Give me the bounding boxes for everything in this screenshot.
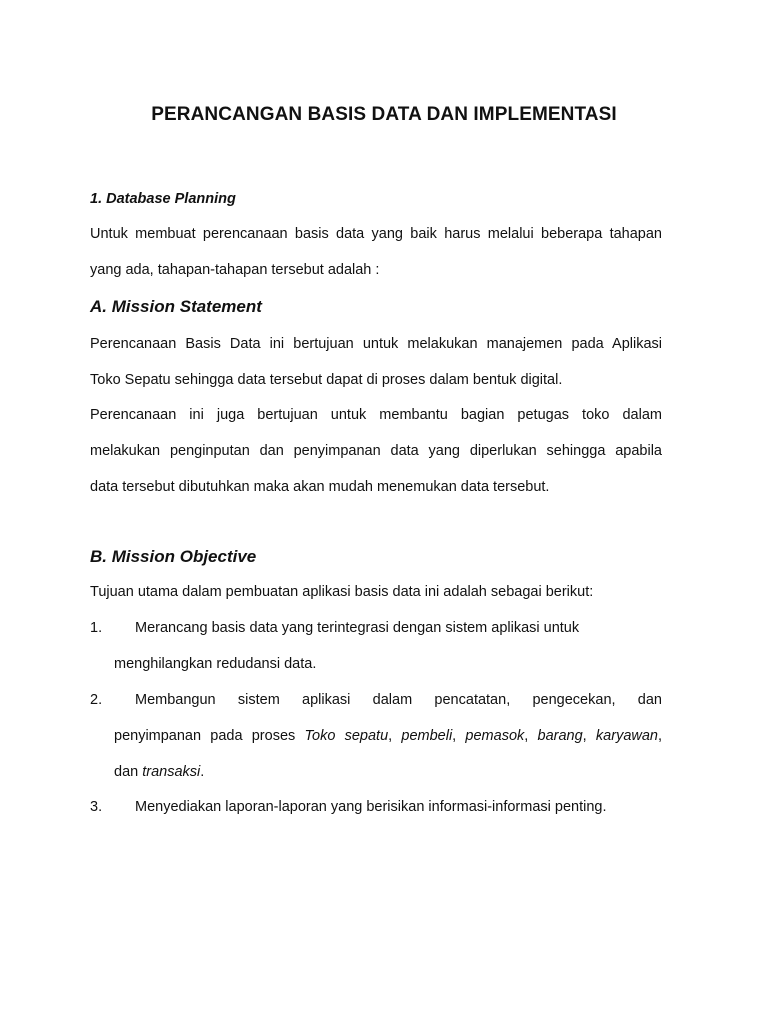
section-heading-mission-objective: B. Mission Objective: [90, 547, 257, 566]
process-term: karyawan: [595, 728, 658, 744]
list-item-text: Membangun sistem aplikasi dalam pencatatan, pengecekan, dan: [135, 692, 662, 708]
process-term: Toko sepatu: [304, 728, 389, 744]
paragraph-line: Tujuan utama dalam pembuatan aplikasi basis data ini adalah sebagai berikut:: [90, 584, 594, 600]
list-item-text-suffix: .: [200, 764, 205, 780]
objective-list-item: [90, 789, 662, 825]
intro-line: Untuk membuat perencanaan basis data yang baik harus melalui beberapa tahapan: [90, 226, 662, 242]
paragraph-line: data tersebut dibutuhkan maka akan mudah menemukan data tersebut.: [90, 479, 550, 495]
mission-statement-paragraph-2: [90, 397, 662, 505]
paragraph-line: Perencanaan ini juga bertujuan untuk membantu bagian petugas toko dalam: [90, 407, 662, 423]
section-heading-mission-statement: A. Mission Statement: [90, 297, 262, 316]
paragraph-line: Perencanaan Basis Data ini bertujuan untuk melakukan manajemen pada Aplikasi: [90, 336, 662, 352]
page-title: PERANCANGAN BASIS DATA DAN IMPLEMENTASI: [151, 104, 617, 125]
list-item-text: Merancang basis data yang terintegrasi dengan sistem aplikasi untuk: [135, 620, 580, 636]
mission-objective-intro: [90, 574, 662, 610]
list-item-text: menghilangkan redudansi data.: [114, 656, 317, 672]
objective-list-item: [90, 682, 662, 790]
process-term: pembeli: [401, 728, 453, 744]
process-term: barang: [537, 728, 583, 744]
list-number: 2.: [90, 692, 103, 708]
process-term: pemasok: [465, 728, 525, 744]
mission-statement-paragraph-1: [90, 326, 662, 398]
list-item-text: [114, 754, 662, 790]
process-term: transaksi: [142, 764, 201, 780]
intro-line: yang ada, tahapan-tahapan tersebut adalah :: [90, 262, 380, 278]
paragraph-line: melakukan penginputan dan penyimpanan data yang diperlukan sehingga apabila: [90, 443, 662, 459]
list-item-text: penyimpanan pada proses Toko sepatu, pembeli, pemasok, barang, karyawan,: [114, 728, 663, 744]
objective-list-item: [90, 610, 662, 682]
list-item-text: Menyediakan laporan-laporan yang berisikan informasi-informasi penting.: [135, 799, 607, 815]
list-number: 3.: [90, 799, 103, 815]
intro-paragraph: [90, 216, 662, 288]
list-item-text-prefix: dan: [114, 764, 143, 780]
list-number: 1.: [90, 620, 103, 636]
list-item-text-prefix: penyimpanan pada proses: [114, 728, 305, 744]
section-heading-database-planning: 1. Database Planning: [90, 191, 236, 207]
paragraph-line: Toko Sepatu sehingga data tersebut dapat di proses dalam bentuk digital.: [90, 372, 563, 388]
